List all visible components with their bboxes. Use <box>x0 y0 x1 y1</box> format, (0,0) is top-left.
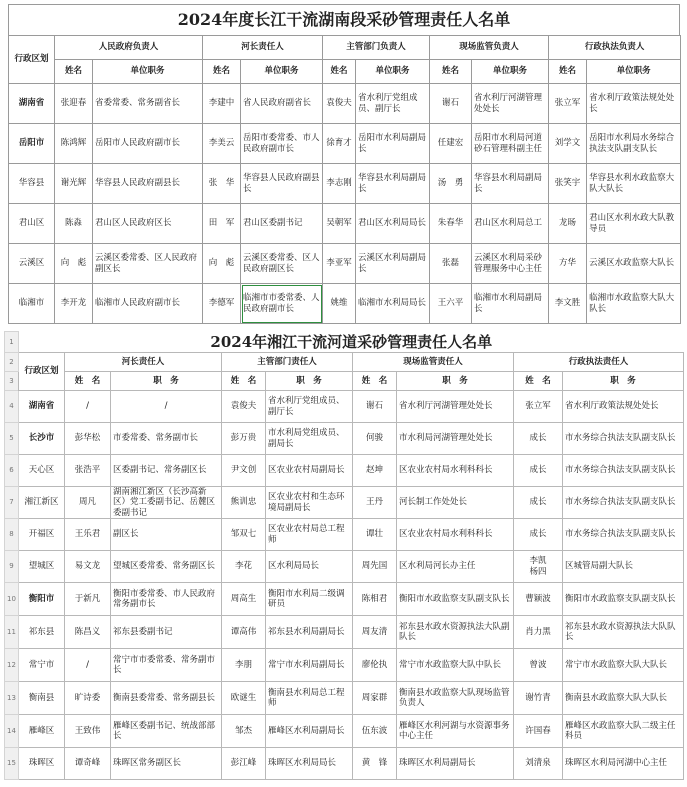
dept-duty-cell: 区农业农村局副局长 <box>266 455 353 487</box>
dept-name-cell: 姚维 <box>323 284 356 324</box>
group-header: 主管部门负责人 <box>323 36 430 60</box>
row-number: 3 <box>5 372 19 391</box>
table1 <box>8 35 681 324</box>
name-header: 姓 名 <box>514 372 563 391</box>
law-duty-cell: 云溪区水政监察大队长 <box>587 244 681 284</box>
dept-name-cell: 吴朝军 <box>323 204 356 244</box>
name-header: 姓名 <box>323 60 356 84</box>
river-duty-cell: 副区长 <box>111 519 222 551</box>
river-name-cell: 于新凡 <box>65 583 111 616</box>
dept-duty-cell: 省水利厅党组成员、副厅长 <box>266 391 353 423</box>
site-duty-cell: 河长制工作处处长 <box>397 487 514 519</box>
law-name-cell: 谢竹青 <box>514 682 563 715</box>
duty-header: 职 务 <box>266 372 353 391</box>
duty-header: 单位职务 <box>93 60 203 84</box>
river-name-cell: 李德军 <box>203 284 241 324</box>
law-duty-cell: 区城管局副大队长 <box>563 551 684 583</box>
river-name-cell: 易文龙 <box>65 551 111 583</box>
river-name-cell: 旷诗委 <box>65 682 111 715</box>
law-duty-cell: 市水务综合执法支队副支队长 <box>563 487 684 519</box>
river-duty-cell: 临湘市市委常委、人民政府副市长 <box>241 284 323 324</box>
name-header: 姓 名 <box>353 372 397 391</box>
name-header: 姓 名 <box>222 372 266 391</box>
law-duty-cell: 华容县水利水政监察大队大队长 <box>587 164 681 204</box>
law-duty-cell: 省水利厅政策法规处处长 <box>563 391 684 423</box>
region-cell: 湘江新区 <box>19 487 65 519</box>
dept-duty-cell: 市水利局党组成员、副局长 <box>266 423 353 455</box>
site-duty-cell: 祁东县水政水资源执法大队副队长 <box>397 616 514 649</box>
law-name-cell: 刘清泉 <box>514 748 563 780</box>
site-duty-cell: 区水利局河长办主任 <box>397 551 514 583</box>
dept-name-cell: 李志刚 <box>323 164 356 204</box>
law-duty-cell: 珠晖区水利局河湖中心主任 <box>563 748 684 780</box>
dept-duty-cell: 衡南县水利局总工程师 <box>266 682 353 715</box>
row-number: 12 <box>5 649 19 682</box>
site-name-cell: 廖伦执 <box>353 649 397 682</box>
river-duty-cell: 常宁市市委常委、常务副市长 <box>111 649 222 682</box>
region-cell: 开福区 <box>19 519 65 551</box>
duty-header: 职 务 <box>397 372 514 391</box>
river-duty-cell: 市委常委、常务副市长 <box>111 423 222 455</box>
site-duty-cell: 云溪区水利局采砂管理服务中心主任 <box>472 244 549 284</box>
region-cell: 湖南省 <box>9 84 55 124</box>
dept-duty-cell: 区农业农村局总工程师 <box>266 519 353 551</box>
row-number: 4 <box>5 391 19 423</box>
dept-name-cell: 彭万贵 <box>222 423 266 455</box>
river-duty-cell: 华容县人民政府副县长 <box>241 164 323 204</box>
region-cell: 常宁市 <box>19 649 65 682</box>
gov-duty-cell: 君山区人民政府区长 <box>93 204 203 244</box>
site-name-cell: 任建宏 <box>430 124 472 164</box>
law-name-cell: 成长 <box>514 519 563 551</box>
site-name-cell: 周先国 <box>353 551 397 583</box>
site-duty-cell: 珠晖区水利局副局长 <box>397 748 514 780</box>
river-duty-cell: 区委副书记、常务副区长 <box>111 455 222 487</box>
law-duty-cell: 衡阳市水政监察支队副支队长 <box>563 583 684 616</box>
site-duty-cell: 岳阳市水利局河道砂石管理科副主任 <box>472 124 549 164</box>
law-name-cell: 张立军 <box>514 391 563 423</box>
river-name-cell: 王乐君 <box>65 519 111 551</box>
site-name-cell: 张磊 <box>430 244 472 284</box>
row-number: 5 <box>5 423 19 455</box>
river-name-cell: 田 军 <box>203 204 241 244</box>
dept-name-cell: 欧谜生 <box>222 682 266 715</box>
table1-body <box>9 84 681 324</box>
site-name-cell: 周友清 <box>353 616 397 649</box>
row-number: 10 <box>5 583 19 616</box>
site-name-cell: 黄 锋 <box>353 748 397 780</box>
dept-name-cell: 李朋 <box>222 649 266 682</box>
site-duty-cell: 区农业农村局水利科科长 <box>397 519 514 551</box>
group-header: 主管部门责任人 <box>222 353 353 372</box>
region-header: 行政区划 <box>9 36 55 84</box>
gov-name-cell: 李开龙 <box>55 284 93 324</box>
dept-duty-cell: 珠晖区水利局局长 <box>266 748 353 780</box>
river-duty-cell: 雁峰区委副书记、统战部部长 <box>111 715 222 748</box>
name-header: 姓名 <box>203 60 241 84</box>
dept-name-cell: 袁俊夫 <box>222 391 266 423</box>
name-header: 姓名 <box>549 60 587 84</box>
river-duty-cell: / <box>111 391 222 423</box>
region-cell: 君山区 <box>9 204 55 244</box>
table1-row <box>9 284 681 324</box>
river-duty-cell: 衡阳市委常委、市人民政府常务副市长 <box>111 583 222 616</box>
table2-row <box>5 715 684 748</box>
river-name-cell: / <box>65 391 111 423</box>
river-duty-cell: 君山区委副书记 <box>241 204 323 244</box>
site-duty-cell: 区农业农村局水利科科长 <box>397 455 514 487</box>
duty-header: 单位职务 <box>356 60 430 84</box>
row-number: 9 <box>5 551 19 583</box>
table2 <box>4 331 684 780</box>
dept-duty-cell: 云溪区水利局副局长 <box>356 244 430 284</box>
site-name-cell: 谢石 <box>353 391 397 423</box>
river-duty-cell: 云溪区委常委、区人民政府副区长 <box>241 244 323 284</box>
site-duty-cell: 雁峰区水利河湖与水资源事务中心主任 <box>397 715 514 748</box>
region-cell: 衡阳市 <box>19 583 65 616</box>
site-duty-cell: 华容县水利局副局长 <box>472 164 549 204</box>
site-duty-cell: 衡南县水政监察大队现场监管负责人 <box>397 682 514 715</box>
dept-duty-cell: 雁峰区水利局副局长 <box>266 715 353 748</box>
row-number: 6 <box>5 455 19 487</box>
river-duty-cell: 珠晖区常务副区长 <box>111 748 222 780</box>
law-duty-cell: 市水务综合执法支队副支队长 <box>563 519 684 551</box>
law-name-cell: 张笑宇 <box>549 164 587 204</box>
law-name-cell: 李凯 杨四 <box>514 551 563 583</box>
dept-name-cell: 邹双七 <box>222 519 266 551</box>
dept-name-cell: 彭江峰 <box>222 748 266 780</box>
table2-row <box>5 551 684 583</box>
site-name-cell: 陈相君 <box>353 583 397 616</box>
dept-duty-cell: 区水利局局长 <box>266 551 353 583</box>
table1-row <box>9 204 681 244</box>
site-duty-cell: 常宁市水政监察大队中队长 <box>397 649 514 682</box>
region-cell: 华容县 <box>9 164 55 204</box>
law-name-cell: 许国春 <box>514 715 563 748</box>
group-header: 现场监管负责人 <box>430 36 549 60</box>
law-duty-cell: 君山区水利水政大队教导员 <box>587 204 681 244</box>
gov-name-cell: 向 彪 <box>55 244 93 284</box>
group-header: 行政执法负责人 <box>549 36 681 60</box>
dept-duty-cell: 临湘市水利局局长 <box>356 284 430 324</box>
duty-header: 职 务 <box>563 372 684 391</box>
law-name-cell: 成长 <box>514 423 563 455</box>
gov-duty-cell: 华容县人民政府副县长 <box>93 164 203 204</box>
site-name-cell: 王丹 <box>353 487 397 519</box>
region-cell: 岳阳市 <box>9 124 55 164</box>
law-duty-cell: 市水务综合执法支队副支队长 <box>563 455 684 487</box>
row-number: 14 <box>5 715 19 748</box>
dept-name-cell: 袁俊夫 <box>323 84 356 124</box>
region-cell: 临湘市 <box>9 284 55 324</box>
table2-panel <box>4 331 683 780</box>
name-header: 姓 名 <box>65 372 111 391</box>
gov-duty-cell: 云溪区委常委、区人民政府副区长 <box>93 244 203 284</box>
duty-header: 单位职务 <box>472 60 549 84</box>
law-duty-cell: 衡南县水政监察大队大队长 <box>563 682 684 715</box>
site-name-cell: 赵坤 <box>353 455 397 487</box>
table2-row <box>5 391 684 423</box>
gov-name-cell: 谢光辉 <box>55 164 93 204</box>
gov-name-cell: 陈淼 <box>55 204 93 244</box>
region-cell: 望城区 <box>19 551 65 583</box>
gov-duty-cell: 岳阳市人民政府副市长 <box>93 124 203 164</box>
law-name-cell: 肖力黑 <box>514 616 563 649</box>
law-name-cell: 刘学文 <box>549 124 587 164</box>
site-name-cell: 汤 勇 <box>430 164 472 204</box>
table2-row <box>5 519 684 551</box>
dept-name-cell: 周高生 <box>222 583 266 616</box>
table2-row <box>5 649 684 682</box>
group-header: 现场监管责任人 <box>353 353 514 372</box>
site-name-cell: 王六平 <box>430 284 472 324</box>
table2-row <box>5 616 684 649</box>
row-number: 7 <box>5 487 19 519</box>
row-number: 15 <box>5 748 19 780</box>
river-name-cell: 陈昌义 <box>65 616 111 649</box>
region-cell: 祁东县 <box>19 616 65 649</box>
table2-row <box>5 487 684 519</box>
table1-row <box>9 124 681 164</box>
row-number: 8 <box>5 519 19 551</box>
dept-name-cell: 熊训忠 <box>222 487 266 519</box>
dept-duty-cell: 岳阳市水利局副局长 <box>356 124 430 164</box>
dept-duty-cell: 衡阳市水利局二级调研员 <box>266 583 353 616</box>
table1-row <box>9 84 681 124</box>
table1-title: 2024年度长江干流湖南段采砂管理责任人名单 <box>8 4 680 35</box>
river-name-cell: 向 彪 <box>203 244 241 284</box>
region-cell: 湖南省 <box>19 391 65 423</box>
river-duty-cell: 祁东县委副书记 <box>111 616 222 649</box>
table2-row <box>5 455 684 487</box>
group-header: 河长责任人 <box>203 36 323 60</box>
law-name-cell: 张立军 <box>549 84 587 124</box>
dept-duty-cell: 祁东县水利局副局长 <box>266 616 353 649</box>
river-duty-cell: 衡南县委常委、常务副县长 <box>111 682 222 715</box>
river-duty-cell: 省人民政府副省长 <box>241 84 323 124</box>
law-duty-cell: 常宁市水政监察大队大队长 <box>563 649 684 682</box>
dept-duty-cell: 君山区水利局局长 <box>356 204 430 244</box>
region-cell: 长沙市 <box>19 423 65 455</box>
group-header: 人民政府负责人 <box>55 36 203 60</box>
river-name-cell: 王致伟 <box>65 715 111 748</box>
site-duty-cell: 省水利厅河湖管理处处长 <box>397 391 514 423</box>
dept-duty-cell: 区农业农村和生态环境局副局长 <box>266 487 353 519</box>
dept-duty-cell: 省水利厅党组成员、副厅长 <box>356 84 430 124</box>
site-duty-cell: 临湘市水利局副局长 <box>472 284 549 324</box>
table1-row <box>9 164 681 204</box>
river-name-cell: 李美云 <box>203 124 241 164</box>
law-name-cell: 曾波 <box>514 649 563 682</box>
site-duty-cell: 衡阳市水政监察支队副支队长 <box>397 583 514 616</box>
dept-duty-cell: 华容县水利局副局长 <box>356 164 430 204</box>
law-name-cell: 曹颖波 <box>514 583 563 616</box>
law-duty-cell: 市水务综合执法支队副支队长 <box>563 423 684 455</box>
region-cell: 雁峰区 <box>19 715 65 748</box>
table1-panel <box>8 4 680 324</box>
law-duty-cell: 省水利厅政策法规处处长 <box>587 84 681 124</box>
law-duty-cell: 雁峰区水政监察大队二级主任科员 <box>563 715 684 748</box>
river-name-cell: 张浩平 <box>65 455 111 487</box>
law-name-cell: 李文胜 <box>549 284 587 324</box>
duty-header: 单位职务 <box>241 60 323 84</box>
law-duty-cell: 岳阳市水利局水务综合执法支队副支队长 <box>587 124 681 164</box>
dept-name-cell: 邹杰 <box>222 715 266 748</box>
row-number: 2 <box>5 353 19 372</box>
river-name-cell: 张 华 <box>203 164 241 204</box>
river-duty-cell: 湖南湘江新区（长沙高新区）党工委副书记、岳麓区委副书记 <box>111 487 222 519</box>
region-cell: 珠晖区 <box>19 748 65 780</box>
law-name-cell: 龙旸 <box>549 204 587 244</box>
gov-duty-cell: 临湘市人民政府副市长 <box>93 284 203 324</box>
table2-body <box>5 391 684 780</box>
site-duty-cell: 省水利厅河湖管理处处长 <box>472 84 549 124</box>
table2-title: 2024年湘江干流河道采砂管理责任人名单 <box>19 332 684 353</box>
dept-name-cell: 尹文创 <box>222 455 266 487</box>
law-name-cell: 成长 <box>514 455 563 487</box>
dept-name-cell: 徐育才 <box>323 124 356 164</box>
name-header: 姓名 <box>55 60 93 84</box>
law-name-cell: 成长 <box>514 487 563 519</box>
river-name-cell: 彭华松 <box>65 423 111 455</box>
site-duty-cell: 君山区水利局总工 <box>472 204 549 244</box>
group-header: 行政执法责任人 <box>514 353 684 372</box>
law-name-cell: 方华 <box>549 244 587 284</box>
gov-name-cell: 张迎春 <box>55 84 93 124</box>
river-name-cell: 周凡 <box>65 487 111 519</box>
law-duty-cell: 祁东县水政水资源执法大队队长 <box>563 616 684 649</box>
river-name-cell: 谭奇峰 <box>65 748 111 780</box>
site-name-cell: 谭壮 <box>353 519 397 551</box>
river-name-cell: / <box>65 649 111 682</box>
gov-name-cell: 陈鸿辉 <box>55 124 93 164</box>
region-cell: 云溪区 <box>9 244 55 284</box>
river-name-cell: 李建中 <box>203 84 241 124</box>
river-duty-cell: 岳阳市委常委、市人民政府副市长 <box>241 124 323 164</box>
duty-header: 单位职务 <box>587 60 681 84</box>
region-cell: 天心区 <box>19 455 65 487</box>
site-name-cell: 朱春华 <box>430 204 472 244</box>
law-duty-cell: 临湘市水政监察大队大队长 <box>587 284 681 324</box>
row-number: 13 <box>5 682 19 715</box>
row-number: 11 <box>5 616 19 649</box>
dept-name-cell: 谭高伟 <box>222 616 266 649</box>
dept-name-cell: 李花 <box>222 551 266 583</box>
row-number: 1 <box>5 332 19 353</box>
site-name-cell: 周家群 <box>353 682 397 715</box>
site-name-cell: 何骏 <box>353 423 397 455</box>
table1-row <box>9 244 681 284</box>
table2-row <box>5 748 684 780</box>
table2-row <box>5 682 684 715</box>
site-name-cell: 伍东波 <box>353 715 397 748</box>
dept-name-cell: 李亚军 <box>323 244 356 284</box>
region-cell: 衡南县 <box>19 682 65 715</box>
group-header: 河长责任人 <box>65 353 222 372</box>
region-header: 行政区划 <box>19 353 65 391</box>
river-duty-cell: 望城区委常委、常务副区长 <box>111 551 222 583</box>
table2-row <box>5 583 684 616</box>
name-header: 姓名 <box>430 60 472 84</box>
duty-header: 职 务 <box>111 372 222 391</box>
gov-duty-cell: 省委常委、常务副省长 <box>93 84 203 124</box>
table2-row <box>5 423 684 455</box>
site-name-cell: 谢石 <box>430 84 472 124</box>
dept-duty-cell: 常宁市水利局副局长 <box>266 649 353 682</box>
site-duty-cell: 市水利局河湖管理处处长 <box>397 423 514 455</box>
